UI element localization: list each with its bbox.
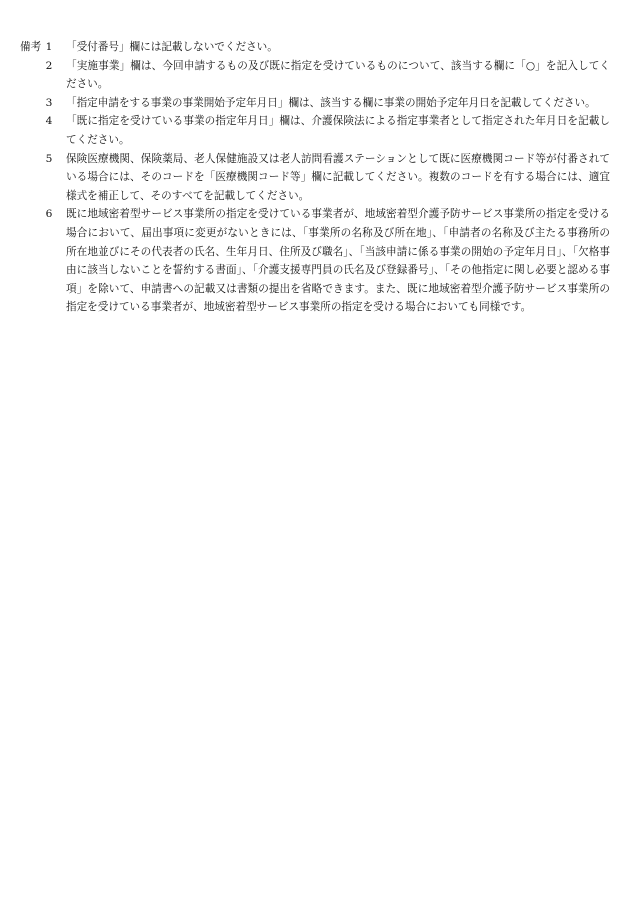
- remark-item-5: [20, 150, 610, 206]
- remark-text: 「既に指定を受けている事業の指定年月日」欄は、介護保険法による指定事業者として指定された年月日を記載してください。: [66, 115, 610, 146]
- remark-item-1: [20, 38, 610, 57]
- remark-number: 1: [45, 41, 53, 53]
- remark-item-4: [20, 112, 610, 149]
- remark-number: 4: [45, 115, 53, 128]
- remark-text: 「指定申請をする事業の事業開始予定年月日」欄は、該当する欄に事業の開始予定年月日を記載してください。: [66, 96, 596, 109]
- remark-item-2: [20, 57, 610, 94]
- remark-number: 2: [45, 59, 53, 72]
- remark-item-6: [20, 205, 610, 317]
- remarks-list: [20, 38, 610, 317]
- remark-text: 既に地域密着型サービス事業所の指定を受けている事業者が、地域密着型介護予防サービス事業所の指定を受ける場合において、届出事項に変更がないときには、「事業所の名称及び所在地」、「申請者の名称及び主たる事務所の所在地並びにその代表者の氏名、生年月日、住所及び職名」、「当該申請に係る事業の開始の予定年月日」、「欠格事由に該当しないことを誓約する書面」、「介護支援専門員の氏名及び登録番号」、「その他指定に関し必要と認める事項」を除いて、申請書への記載又は書類の提出を省略できます。また、既に地域密着型介護予防サービス事業所の指定を受けている事業者が、地域密着型サービス事業所の指定を受ける場合においても同様です。: [66, 208, 610, 314]
- remark-number: 5: [45, 152, 53, 165]
- remark-text: 「受付番号」欄には記載しないでください。: [66, 41, 278, 53]
- remark-item-3: [20, 94, 610, 113]
- remark-number: 3: [45, 96, 53, 109]
- remarks-label: 備考: [20, 41, 42, 53]
- remark-text: 「実施事業」欄は、今回申請するもの及び既に指定を受けているものについて、該当する欄に「○」を記入してください。: [66, 59, 610, 91]
- remark-number: 6: [45, 208, 53, 221]
- remark-text: 保険医療機関、保険薬局、老人保健施設又は老人訪問看護ステーションとして既に医療機関コード等が付番されている場合には、そのコードを「医療機関コード等」欄に記載してください。複数のコードを有する場合には、適宜様式を補正して、そのすべてを記載してください。: [66, 152, 610, 202]
